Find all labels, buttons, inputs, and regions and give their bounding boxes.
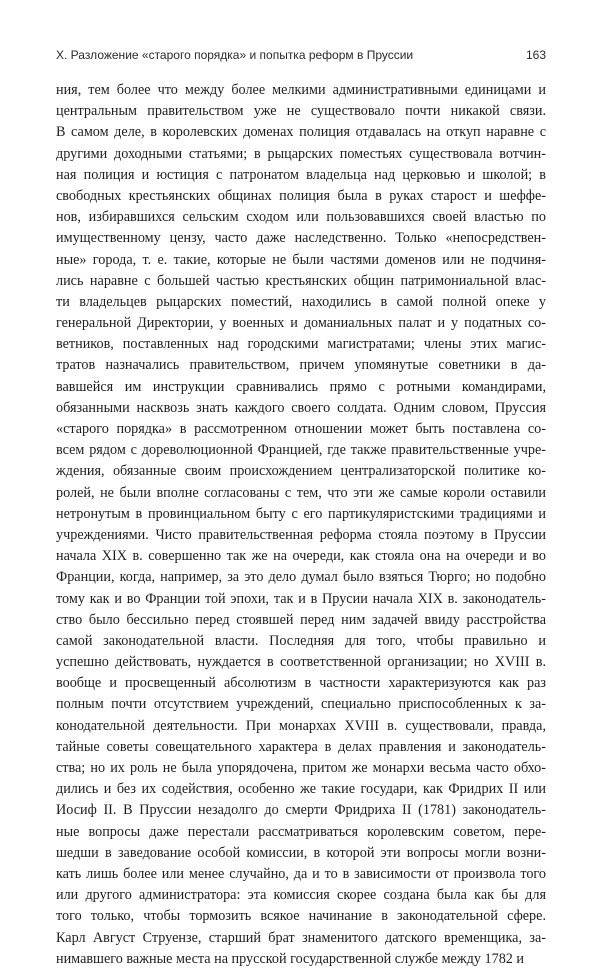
body-text xyxy=(56,80,546,970)
text-line: нетронутым в провинциальном быту с его партикуляристскими традициями и xyxy=(56,505,546,522)
text-line: конодательной деятельности. При монархах XVIII в. существовали, правда, xyxy=(56,717,546,734)
text-line: ветников, поставленных над городскими магистратами; члены этих магис- xyxy=(56,336,546,353)
text-line: ти владельцев рыцарских поместий, находились в самой полной опеке у xyxy=(56,293,546,310)
page-number: 163 xyxy=(525,48,546,62)
text-line: ная полиция и юстиция с патронатом владельца над церковью и школой; в xyxy=(56,166,546,183)
text-line: обязанными насквозь знать каждого своего солдата. Одним словом, Пруссия xyxy=(56,399,546,416)
text-line: центральным правительством уже не существовало почти никакой связи. xyxy=(56,103,546,120)
text-line: тратов назначались правительством, причем упомянутые советники в да- xyxy=(56,357,546,374)
running-header xyxy=(56,48,546,68)
text-line: ство было бессильно перед стоявшей перед ним задачей ввиду расстройства xyxy=(56,611,546,628)
text-line: нимавшего важные места на прусской государственной службе между 1782 и xyxy=(56,950,525,967)
text-line: тайные советы совещательного характера в делах правления и законодатель- xyxy=(56,738,546,755)
text-line: имущественному цензу, часто даже наследственно. Только «непосредствен- xyxy=(56,230,546,247)
text-line: ния, тем более что между более мелкими административными единицами и xyxy=(56,82,546,98)
text-line: В самом деле, в королевских доменах полиция отдавалась на откуп наравне с xyxy=(56,124,546,141)
text-line: другими доходными статьями; в рыцарских поместьях существовала вотчин- xyxy=(56,145,546,162)
text-line: тому как и во Франции той эпохи, так и в Прусии начала XIX в. законодатель- xyxy=(56,590,546,607)
text-line: ждения, обязанные своим происхождением централизаторской политике ко- xyxy=(56,463,546,480)
text-line: вавшейся им инструкции сравнивались прямо с ротными командирами, xyxy=(56,378,546,395)
text-line: шедши в заведование особой комиссии, в которой эти вопросы могли возни- xyxy=(56,844,546,861)
text-line: начала XIX в. совершенно так же на очереди, как стояла она на очереди и во xyxy=(56,548,546,565)
text-line: лись наравне с большей частью крестьянских общин патримониальной влас- xyxy=(56,272,546,289)
text-line: ные» города, т. е. такие, которые не были частями доменов или не подчиня- xyxy=(56,251,546,268)
text-line: ства; но их роль не была упорядочена, притом же монархи весьма часто обхо- xyxy=(56,760,546,776)
text-line: «старого порядка» в рассмотренном отношении может быть поставлена со- xyxy=(56,421,546,437)
text-line: свободных крестьянских общинах полиция была в руках старост и шеффе- xyxy=(56,187,546,204)
text-line: самой законодательной власти. Последняя для того, чтобы правильно и xyxy=(56,632,546,649)
chapter-title: X. Разложение «старого порядка» и попытка реформ в Пруссии xyxy=(56,48,414,62)
text-line: ролей, не были вполне согласованы с тем, что эти же самые короли оставили xyxy=(56,484,546,501)
text-line: Иосиф II. В Пруссии незадолго до смерти Фридриха II (1781) законодатель- xyxy=(56,802,546,819)
text-line: дились и без их содействия, особенно же такие государи, как Фридрих II или xyxy=(56,781,546,798)
text-line: кать лишь более или менее случайно, да и то в зависимости от произвола того xyxy=(56,865,546,882)
text-line: генеральной Директории, у военных и доманиальных палат и у податных со- xyxy=(56,315,546,332)
text-line: или другого администратора: эта комиссия скорее создана была как бы для xyxy=(56,887,546,904)
text-line: полным почти отсутствием учреждений, специально приспособленных к за- xyxy=(56,696,546,713)
text-line: вообще и просвещенный абсолютизм в частности характеризуются как раз xyxy=(56,675,546,692)
text-line: нов, избиравшихся сельским сходом или пользовавшихся своей властью по xyxy=(56,209,546,226)
text-line: Карл Август Струензе, старший брат знаменитого датского временщика, за- xyxy=(56,929,546,946)
text-line: Франции, когда, например, за это дело думал было взяться Тюрго; но подобно xyxy=(56,569,546,586)
text-line: успешно действовать, нуждается в соответственной организации; но XVIII в. xyxy=(56,654,546,671)
text-line: ные вопросы даже перестали рассматриваться королевским советом, пере- xyxy=(56,823,546,840)
text-line: того только, чтобы тормозить всякое начинание в законодательной сфере. xyxy=(56,908,546,925)
text-line: учреждениями. Чисто правительственная реформа стояла поэтому в Пруссии xyxy=(56,526,546,543)
text-line: всем рядом с дореволюционной Францией, где также правительственные учре- xyxy=(56,442,546,459)
